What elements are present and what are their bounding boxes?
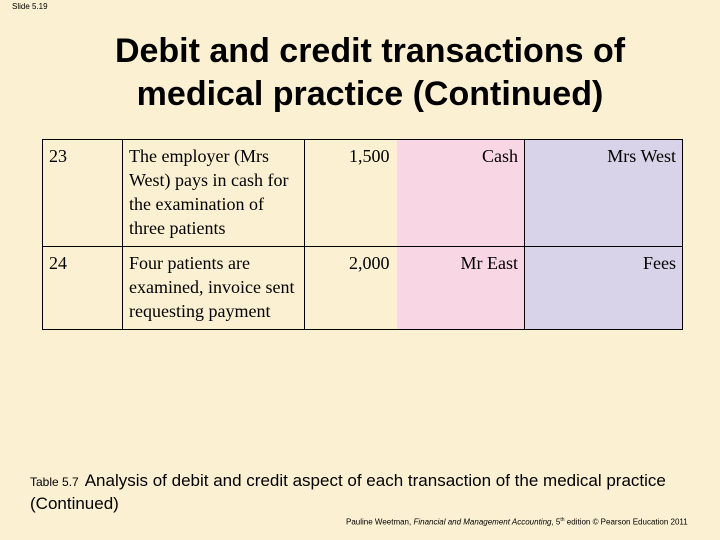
footer-edition-pre: , 5 [551, 517, 561, 527]
footer-citation [346, 517, 688, 527]
debit-cell: Mr East [397, 247, 525, 330]
footer-book-title: Financial and Management Accounting [413, 517, 552, 527]
slide-number: Slide 5.19 [12, 2, 48, 11]
table-row [43, 140, 683, 247]
amount-value: 2,000 [349, 253, 390, 273]
title-line-1: Debit and credit transactions of [114, 32, 626, 70]
slide-title [60, 30, 680, 116]
table-caption [30, 470, 690, 515]
title-line-2: medical practice (Continued) [136, 75, 604, 113]
table-row [43, 247, 683, 330]
amount-value: 1,500 [349, 146, 390, 166]
debit-cell: Cash [397, 140, 525, 247]
footer-author: Pauline Weetman, [346, 517, 414, 527]
credit-cell: Fees [525, 247, 683, 330]
amount-cell [305, 247, 398, 330]
footer-edition-sup: th [560, 517, 565, 523]
caption-text: Analysis of debit and credit aspect of each transaction of the medical practice (Continued) [30, 471, 666, 513]
footer-edition-post: edition © Pearson Education 2011 [564, 517, 688, 527]
transactions-table [42, 139, 683, 330]
amount-cell [305, 140, 398, 247]
description-cell: The employer (Mrs West) pays in cash for the examination of three patients [123, 140, 305, 247]
description-cell: Four patients are examined, invoice sent requesting payment [123, 247, 305, 330]
credit-cell: Mrs West [525, 140, 683, 247]
day-cell: 24 [43, 247, 123, 330]
caption-label: Table 5.7 [30, 475, 79, 489]
day-cell: 23 [43, 140, 123, 247]
